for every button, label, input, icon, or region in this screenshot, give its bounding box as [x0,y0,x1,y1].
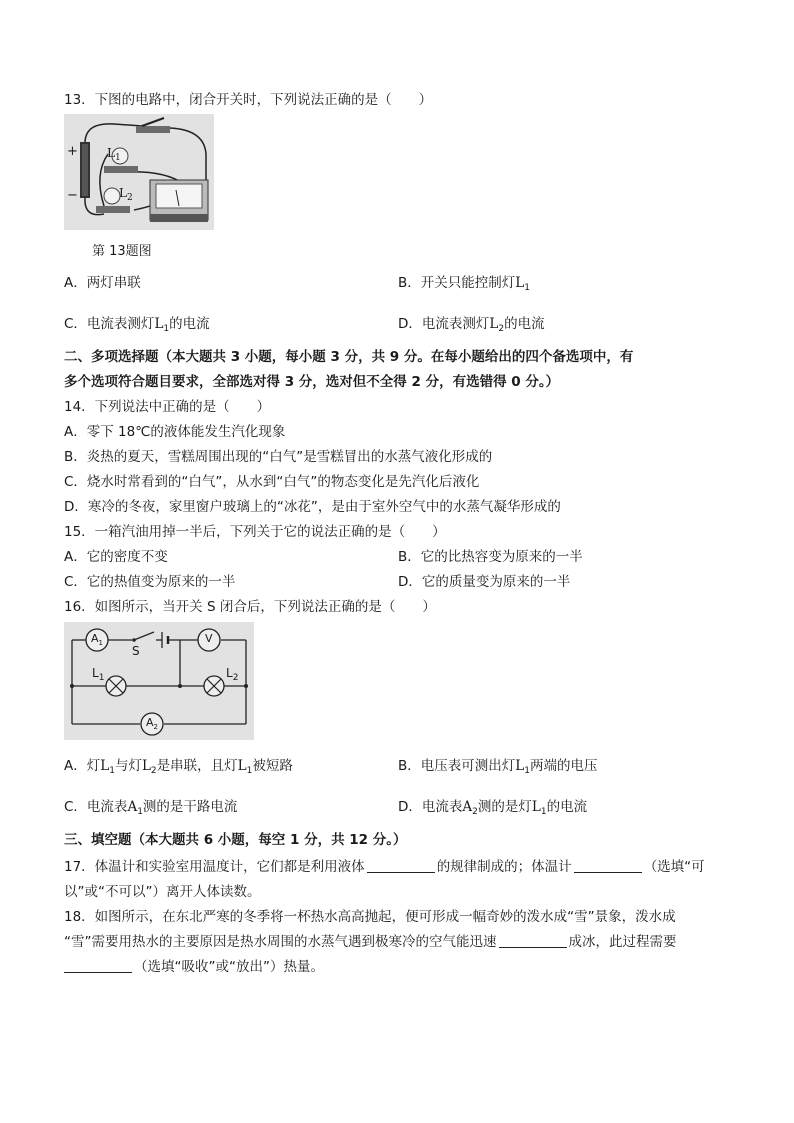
q14-option-b: B．炎热的夏天，雪糕周围出现的“白气”是雪糕冒出的水蒸气液化形成的 [64,449,493,465]
q17-blank-2[interactable] [574,858,642,873]
q13-stem: 13．下图的电路中，闭合开关时，下列说法正确的是（ ） [64,92,433,108]
q16-option-a: A．灯$L_1$与灯$L_2$是串联，且灯$L_1$被短路 [64,758,293,776]
q13-option-c: C．电流表测灯$L_1$的电流 [64,316,210,334]
q13-circuit-diagram [64,114,214,230]
q15-option-c: C．它的热值变为原来的一半 [64,574,236,590]
q17-line1: 17．体温计和实验室用温度计，它们都是利用液体 的规律制成的；体温计 （选填“可 [64,859,705,875]
q16-stem: 16．如图所示，当开关 S 闭合后，下列说法正确的是（ ） [64,599,436,615]
l2-label: $L_2$ [226,666,239,683]
q14-option-c: C．烧水时常看到的“白气”，从水到“白气”的物态变化是先汽化后液化 [64,474,480,490]
minus-label: − [67,188,78,203]
q16-option-b: B．电压表可测出灯$L_1$两端的电压 [398,758,598,776]
q15-stem: 15．一箱汽油用掉一半后，下列关于它的说法正确的是（ ） [64,524,446,540]
q17-line2: 以”或“不可以”）离开人体读数。 [64,884,261,900]
s-label: S [132,644,140,658]
q15-option-d: D．它的质量变为原来的一半 [398,574,571,590]
q13-option-a: A．两灯串联 [64,275,141,291]
q16-option-c: C．电流表$A_1$测的是干路电流 [64,799,238,817]
q18-line1: 18．如图所示，在东北严寒的冬季将一杯热水高高抛起，便可形成一幅奇妙的泼水成“雪”景象，泼水成 [64,909,676,925]
section2-heading-line2: 多个选项符合题目要求，全部选对得 3 分，选对但不全得 2 分，有选错得 0 分。） [64,374,560,390]
q16-circuit-figure [64,622,254,740]
q15-option-a: A．它的密度不变 [64,549,168,565]
v-label: V [205,632,213,645]
q13-figure-caption: 第 13题图 [92,244,152,259]
q17-blank-1[interactable] [367,858,435,873]
q18-blank-1[interactable] [499,933,567,948]
q13-circuit-figure [64,114,214,230]
l1-label: $L_1$ [107,146,121,163]
q16-option-d: D．电流表$A_2$测的是灯$L_1$的电流 [398,799,588,817]
q18-line2: “雪”需要用热水的主要原因是热水周围的水蒸气遇到极寒冷的空气能迅速 成冰，此过程需要 [64,934,677,950]
switch-icon [136,126,170,133]
q14-option-a: A．零下 18℃的液体能发生汽化现象 [64,424,286,440]
q14-stem: 14．下列说法中正确的是（ ） [64,399,271,415]
section3-heading: 三、填空题（本大题共 6 小题，每空 1 分，共 12 分。） [64,832,407,848]
l1-label: $L_1$ [92,666,105,683]
q13-option-d: D．电流表测灯$L_2$的电流 [398,316,545,334]
bulb-l2-icon [104,188,120,204]
q18-blank-2[interactable] [64,958,132,973]
q18-line3: （选填“吸收”或“放出”）热量。 [64,958,324,976]
q15-option-b: B．它的比热容变为原来的一半 [398,549,583,565]
a1-label: $A_1$ [91,632,103,647]
plus-label: + [67,144,78,159]
q14-option-d: D．寒冷的冬夜，家里窗户玻璃上的“冰花”，是由于室外空气中的水蒸气凝华形成的 [64,499,561,515]
l2-label: $L_2$ [119,186,133,203]
a2-label: $A_2$ [146,716,158,731]
section2-heading-line1: 二、多项选择题（本大题共 3 小题，每小题 3 分，共 9 分。在每小题给出的四个备选项中，有 [64,349,634,365]
q13-option-b: B．开关只能控制灯$L_1$ [398,275,530,293]
